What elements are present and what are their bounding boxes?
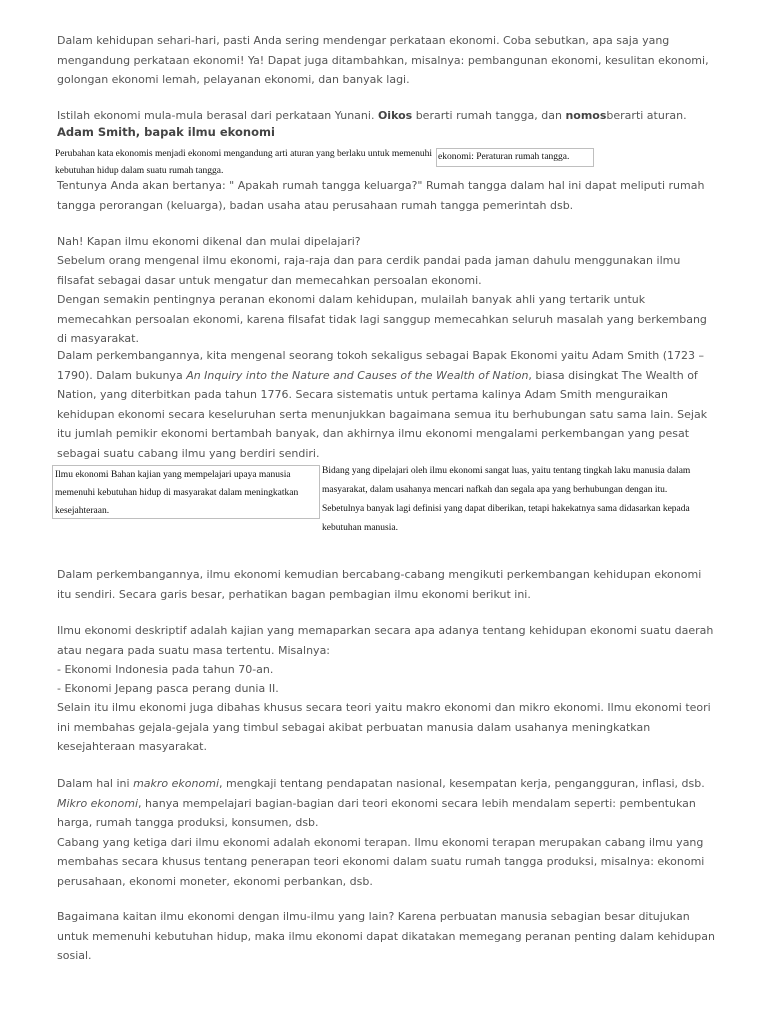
term-oikos: Oikos — [377, 109, 413, 122]
etymology-text-c: berarti aturan. — [606, 109, 687, 122]
paragraph-adam-smith — [57, 346, 717, 464]
definition-box-ilmu-ekonomi: Ilmu ekonomi Bahan kajian yang mempelajari upaya manusia memenuhi kebutuhan hidup di masyarakat dalam meningkatkan kesejahteraan. — [52, 465, 320, 519]
etymology-text-b: berarti rumah tangga, dan — [412, 109, 566, 122]
paragraph-branches: Dalam perkembangannya, ilmu ekonomi kemudian bercabang-cabang mengikuti perkembangan kehidupan ekonomi itu sendiri. Secara garis besar, perhatikan bagan pembagian ilmu ekonomi berikut ini. — [57, 568, 702, 601]
terapan-text: Cabang yang ketiga dari ilmu ekonomi adalah ekonomi terapan. Ilmu ekonomi terapan merupakan cabang ilmu yang membahas secara khusus tentang penerapan teori ekonomi dalam suatu rumah tangga produksi, misalnya: ekonomi perusahaan, ekonomi moneter, ekonomi perbankan, dsb. — [57, 835, 705, 888]
mikro-text: , hanya mempelajari bagian-bagian dari teori ekonomi secara lebih mendalam seperti: pembentukan harga, rumah tangga produksi, konsumen, dsb. — [57, 796, 696, 830]
adam-smith-text-a: Dalam perkembangannya, kita mengenal seorang tokoh sekaligus sebagai Bapak Ekonomi yaitu Adam Smith (1723 – 1790). Dalam bukunya — [57, 349, 705, 382]
caption-definisi-text: Sebetulnya banyak lagi definisi yang dapat diberikan, tetapi hakekatnya sama didasarkan kepada kebutuhan manusia. — [322, 504, 690, 533]
caption-bidang-text: Bidang yang dipelajari oleh ilmu ekonomi sangat luas, yaitu tentang tingkah laku manusia dalam masyarakat, dalam usahanya mencari nafkah dan segala apa yang berhubungan dengan itu. — [322, 466, 691, 495]
paragraph-question: Nah! Kapan ilmu ekonomi dikenal dan mulai dipelajari? — [57, 235, 361, 248]
paragraph-makro-mikro — [57, 774, 717, 892]
section-heading: Adam Smith, bapak ilmu ekonomi — [57, 125, 275, 139]
term-makro: makro ekonomi — [133, 777, 219, 790]
list-item: - Ekonomi Jepang pasca perang dunia II. — [57, 682, 279, 695]
paragraph-intro: Dalam kehidupan sehari-hari, pasti Anda sering mendengar perkataan ekonomi. Coba sebutkan, apa saja yang mengandung perkataan ekonomi! Ya! Dapat juga ditambahkan, misalnya: pembangunan ekonomi, kesulitan ekonomi, golongan ekonomi lemah, pelayanan ekonomi, dan banyak lagi. — [57, 34, 709, 87]
term-mikro: Mikro ekonomi — [57, 796, 139, 810]
term-nomos: nomos — [565, 109, 607, 122]
paragraph-deskriptif: Ilmu ekonomi deskriptif adalah kajian yang memaparkan secara apa adanya tentang kehidupan ekonomi suatu daerah atau negara pada suatu masa tertentu. Misalnya: — [57, 624, 714, 657]
etymology-text-a: Istilah ekonomi mula-mula berasal dari perkataan Yunani. — [57, 109, 378, 122]
definition-box-ekonomi: ekonomi: Peraturan rumah tangga. — [436, 148, 594, 167]
paragraph-etymology — [57, 106, 717, 126]
caption-bidang — [322, 462, 728, 538]
paragraph-history: Sebelum orang mengenal ilmu ekonomi, raja-raja dan para cerdik pandai pada jaman dahulu menggunakan ilmu filsafat sebagai dasar untuk mengatur dan memecahkan persoalan ekonomi. — [57, 254, 681, 287]
paragraph-rumah-tangga: Tentunya Anda akan bertanya: " Apakah rumah tangga keluarga?" Rumah tangga dalam hal ini dapat meliputi rumah tangga perorangan (keluarga), badan usaha atau perusahaan rumah tangga pemerintah dsb. — [57, 179, 705, 212]
adam-smith-text-b: , biasa disingkat The Wealth of Nation, yang diterbitkan pada tahun 1776. Secara sistematis untuk pertama kalinya Adam Smith menguraikan kehidupan ekonomi secara keseluruhan serta menunjukkan bagaimana semua itu berhubungan satu sama lain. Sejak itu jumlah pemikir ekonomi bertambah banyak, dan akhirnya ilmu ekonomi mengalami perkembangan yang pesat sebagai suatu cabang ilmu yang berdiri sendiri. — [57, 368, 708, 460]
caption-ekonomis: Perubahan kata ekonomis menjadi ekonomi mengandung arti aturan yang berlaku untuk memenuhi kebutuhan hidup dalam suatu rumah tangga. — [55, 149, 432, 176]
paragraph-importance: Dengan semakin pentingnya peranan ekonomi dalam kehidupan, mulailah banyak ahli yang tertarik untuk memecahkan persoalan ekonomi, karena filsafat tidak lagi sanggup memecahkan seluruh masalah yang berkembang di masyarakat. — [57, 293, 707, 346]
makro-text-b: , mengkaji tentang pendapatan nasional, kesempatan kerja, pengangguran, inflasi, dsb. — [219, 777, 705, 790]
list-item: - Ekonomi Indonesia pada tahun 70-an. — [57, 663, 274, 676]
makro-text-a: Dalam hal ini — [57, 777, 134, 790]
paragraph-teori: Selain itu ilmu ekonomi juga dibahas khusus secara teori yaitu makro ekonomi dan mikro ekonomi. Ilmu ekonomi teori ini membahas gejala-gejala yang timbul sebagai akibat perbuatan manusia dalam usahanya meningkatkan kesejahteraan masyarakat. — [57, 701, 711, 754]
book-title: An Inquiry into the Nature and Causes of the Wealth of Nation — [186, 368, 529, 382]
paragraph-conclusion: Bagaimana kaitan ilmu ekonomi dengan ilmu-ilmu yang lain? Karena perbuatan manusia sebagian besar ditujukan untuk memenuhi kebutuhan hidup, maka ilmu ekonomi dapat dikatakan memegang peranan penting dalam kehidupan sosial. — [57, 910, 715, 963]
